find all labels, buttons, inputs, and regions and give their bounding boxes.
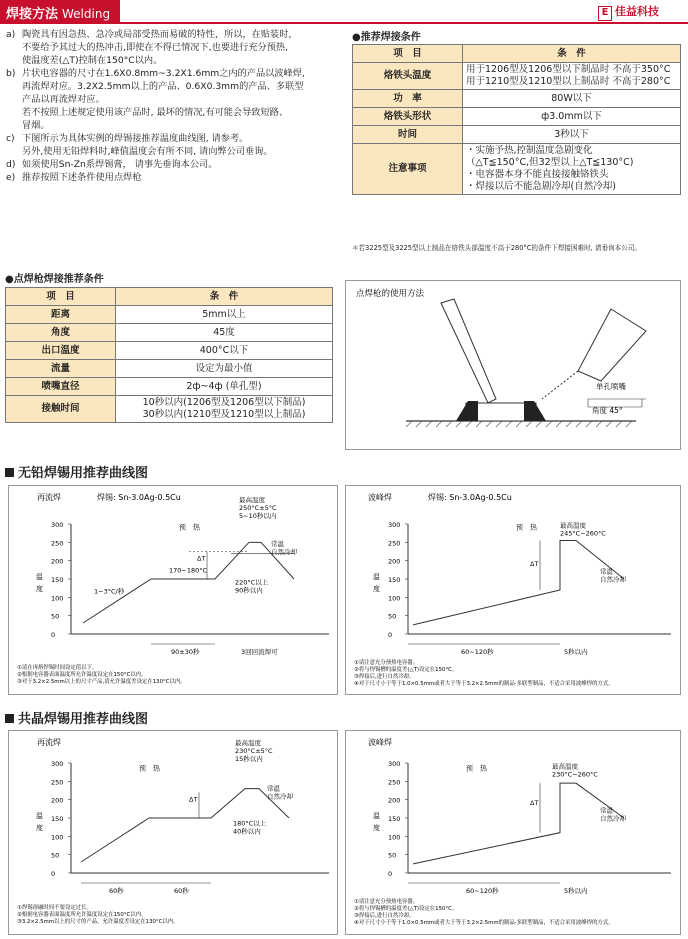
y-tick-label: 150: [51, 815, 64, 823]
over-temp-label: 180°C以上: [233, 819, 267, 828]
chart-panel-1: [8, 485, 338, 695]
header-divider: [0, 22, 688, 24]
peak-label: 15秒以内: [235, 755, 263, 763]
row-value: 设定为最小值: [116, 360, 333, 378]
row-label: 时间: [353, 126, 463, 144]
chart-note: ①请注意充分预热电容器。: [354, 660, 419, 666]
y-tick-label: 250: [51, 778, 64, 787]
peak-label: 230°C~260°C: [552, 770, 598, 779]
spot-cond-title: ●点焊枪焊接推荐条件: [5, 274, 104, 285]
solder-fillet-right: [524, 401, 546, 421]
table-row: [353, 90, 681, 108]
note-line: 推荐按照下述条件使用点焊枪: [22, 172, 142, 183]
y-axis-label: 温: [36, 812, 43, 820]
note-line: 如须使用Sn-Zn系焊锡膏， 请事先垂询本公司。: [22, 159, 218, 170]
delta-t-label: ΔT: [197, 554, 206, 563]
note-line: 若不按照上述规定使用该产品时, 最坏的情况,有可能会导致短路、: [22, 107, 289, 118]
time-label: 60秒: [174, 887, 189, 895]
reflow-limit-label: 3回回流焊可: [241, 648, 278, 656]
cool-label: 自然冷却: [600, 575, 626, 584]
section-title-bar: [0, 0, 120, 22]
chart-note: ②根据电容器表面温度所允许温度设定在150°C以内。: [17, 672, 147, 678]
preheat-label: 预 热: [516, 523, 537, 532]
chart-note: ②将与焊锡槽的温度差(△T)设定在150°C。: [354, 667, 458, 673]
cool-label: 常温: [600, 567, 613, 576]
col-header-cond: 条 件: [463, 45, 681, 63]
peak-label: 245°C~260°C: [560, 529, 606, 538]
y-axis-label: 温: [373, 812, 380, 820]
chart-note: ①请注意充分预热电容器。: [354, 899, 419, 905]
substrate-hatch: [406, 421, 632, 427]
cool-label: 常温: [267, 784, 280, 793]
y-tick-label: 0: [388, 870, 393, 878]
chart-note: ②根据电容器表面温度所允许温度设定在150°C以内。: [17, 912, 147, 918]
y-tick-label: 0: [51, 870, 56, 878]
time-label: 90±30秒: [171, 648, 200, 656]
row-value: ф3.0mm以下: [463, 108, 681, 126]
peak-label: 5~10秒以内: [239, 512, 277, 520]
note-line: 使温度差(△T)控制在150°C以内。: [22, 55, 163, 66]
row-value: 2ф~4ф (单孔型): [116, 378, 333, 396]
row-label: 烙铁头形状: [353, 108, 463, 126]
chart-note: ②将与焊锡槽的温度差(△T)设定在150°C。: [354, 906, 458, 912]
note-line: 冒烟。: [22, 120, 50, 131]
note-line: 下图所示为具体实例的焊锡接推荐温度曲线图, 请参考。: [22, 133, 249, 144]
y-tick-label: 100: [51, 833, 64, 842]
cool-label: 常温: [271, 540, 284, 548]
solder-type: 焊锡: Sn-3.0Ag-0.5Cu: [97, 493, 181, 502]
brand-name: 佳益科技: [615, 5, 659, 18]
col-header-item: 项 目: [353, 45, 463, 63]
solder-type: 焊锡: Sn-3.0Ag-0.5Cu: [428, 493, 512, 502]
time-label: 60~120秒: [466, 887, 499, 895]
row-value: 用于1206型及1206型以下制品时 不高于350°C 用于1210型及1210型以上制品时 不高于280°C: [463, 63, 681, 90]
table-row: [353, 144, 681, 195]
note-item: [6, 67, 346, 132]
chart-note: ④对于尺寸小于等于1.0×0.5mm或者大于等于3.2×2.5mm的制品·多联型制品，不适合采用波峰焊的方式。: [354, 681, 614, 687]
y-axis-label: 度: [36, 585, 43, 593]
lead-free-wave-chart: [346, 486, 682, 696]
y-tick-label: 0: [51, 631, 56, 639]
note-letter: a): [6, 29, 16, 40]
y-tick-label: 50: [388, 612, 397, 621]
note-line: 另外,使用无铅焊料时,峰值温度会有所不同, 请向弊公司垂询。: [22, 146, 273, 157]
chart-panel-2: [345, 485, 681, 695]
eutectic-section-title: 共晶焊锡用推荐曲线图: [5, 708, 148, 727]
table-row: [6, 396, 333, 423]
row-value: 10秒以内(1206型及1206型以下制品) 30秒以内(1210型及1210型以上制品): [116, 396, 333, 423]
y-tick-label: 150: [51, 576, 64, 584]
row-value: 45度: [116, 324, 333, 342]
y-tick-label: 300: [51, 760, 64, 768]
chart-note: ④对于尺寸小于等于1.0×0.5mm或者大于等于3.2×2.5mm的制品·多联型制品，不适合采用波峰焊的方式。: [354, 920, 614, 926]
solder-cond-table: [352, 44, 681, 195]
note-line: 不要给予其过大的热冲击,即使在不得已情况下,也要进行充分预热,: [22, 42, 289, 53]
square-bullet-icon: [5, 468, 14, 477]
spot-gun-diagram: [346, 281, 682, 451]
soldering-iron: [441, 299, 496, 403]
delta-t-label: ΔT: [530, 560, 539, 569]
preheat-label: 预 热: [179, 523, 200, 532]
delta-t-label: ΔT: [530, 799, 539, 808]
peak-label: 250°C±5°C: [239, 504, 277, 512]
chart-note: ①请在再熔焊锡时间设定值以下。: [17, 665, 98, 671]
solder-cond-title: ●推荐焊接条件: [352, 32, 421, 43]
solder-fillet-left: [456, 401, 478, 421]
row-label: 流量: [6, 360, 116, 378]
note-item: [6, 171, 346, 184]
solder-cond-footnote: ＊若3225型及3225型以上制品在烙铁头部温度不高于280°C的条件下焊接困难时, 请垂询本公司。: [352, 244, 642, 252]
note-letter: e): [6, 172, 16, 183]
y-tick-label: 200: [51, 796, 64, 805]
row-value: 3秒以下: [463, 126, 681, 144]
time-label: 5秒以内: [564, 887, 588, 895]
preheat-label: 预 热: [139, 764, 160, 773]
chart-title: 波峰焊: [368, 493, 392, 502]
table-row: [353, 108, 681, 126]
note-letter: d): [6, 159, 16, 170]
row-label: 注意事项: [353, 144, 463, 195]
chart-panel-4: [345, 730, 681, 935]
brand-logo: [598, 3, 659, 21]
y-axis-label: 度: [36, 824, 43, 832]
y-tick-label: 200: [51, 557, 64, 566]
lead-free-section-title: 无铅焊锡用推荐曲线图: [5, 462, 148, 481]
y-tick-label: 250: [388, 778, 401, 787]
preheat-label: 预 热: [466, 764, 487, 773]
table-row: [6, 324, 333, 342]
y-axis-label: 温: [36, 573, 43, 581]
row-label: 接触时间: [6, 396, 116, 423]
y-tick-label: 250: [388, 539, 401, 548]
cool-label: 自然冷却: [600, 814, 626, 823]
spot-gun-nozzle: [578, 309, 646, 381]
note-letter: c): [6, 133, 15, 144]
table-row: [353, 126, 681, 144]
col-header-cond: 条 件: [116, 288, 333, 306]
row-label: 出口温度: [6, 342, 116, 360]
spot-diagram-panel: [345, 280, 681, 450]
y-tick-label: 50: [388, 851, 397, 860]
table-row: [6, 378, 333, 396]
over-temp-label: 220°C以上: [235, 578, 269, 587]
spot-cond-table: [5, 287, 333, 423]
chart-note: ③3.2×2.5mm以上的尺寸的产品，允许温度差设定在130°C以内。: [17, 919, 179, 925]
preheat-range-label: 170~180°C: [169, 566, 208, 575]
y-tick-label: 100: [388, 594, 401, 603]
chart-title: 再流焊: [37, 493, 61, 502]
y-tick-label: 250: [51, 539, 64, 548]
note-item: [6, 28, 346, 67]
time-label: 5秒以内: [564, 648, 588, 656]
row-label: 烙铁头温度: [353, 63, 463, 90]
y-tick-label: 100: [388, 833, 401, 842]
time-label: 60秒: [109, 887, 124, 895]
y-axis-label: 度: [373, 585, 380, 593]
spot-diagram-title: 点焊枪的使用方法: [356, 289, 425, 299]
temp-profile-line: [413, 783, 624, 864]
table-row: [6, 342, 333, 360]
over-temp-label: 40秒以内: [233, 827, 261, 836]
y-tick-label: 200: [388, 796, 401, 805]
y-axis-label: 度: [373, 824, 380, 832]
notes-list: [6, 28, 346, 184]
chart-panel-3: [8, 730, 338, 935]
angle-label: 角度 45°: [592, 406, 623, 415]
y-tick-label: 150: [388, 815, 401, 823]
chart-note: ③对于3.2×2.5mm以上的尺寸产品,请允许温度差设定在130°C以内。: [17, 679, 186, 685]
peak-label: 最高温度: [552, 762, 578, 771]
row-label: 喷嘴直径: [6, 378, 116, 396]
col-header-item: 项 目: [6, 288, 116, 306]
page-header: [0, 0, 688, 22]
y-tick-label: 200: [388, 557, 401, 566]
temp-profile-line: [413, 541, 624, 625]
note-item: [6, 132, 346, 158]
y-tick-label: 300: [51, 521, 64, 529]
ramp-rate-label: 1~3°C/秒: [94, 587, 125, 596]
note-letter: b): [6, 68, 16, 79]
delta-t-label: ΔT: [189, 795, 198, 804]
y-axis-label: 温: [373, 573, 380, 581]
note-line: 陶瓷具有因急热、急冷或局部受热而易破的特性，所以，在贴装时，: [22, 29, 298, 40]
table-row: [353, 63, 681, 90]
y-tick-label: 50: [51, 612, 60, 621]
logo-icon: E: [598, 6, 612, 21]
y-tick-label: 150: [388, 576, 401, 584]
chart-note: ③焊接后,进行自然冷却。: [354, 913, 415, 919]
peak-label: 230°C±5°C: [235, 747, 273, 755]
row-value: 80W以下: [463, 90, 681, 108]
cool-label: 常温: [600, 806, 613, 815]
row-value: ・实施予热,控制温度急剧变化 （△T≦150°C,但32型以上△T≦130°C) ・电容器本身不能直接接触铬铁头 ・焊接以后不能急剧冷却(自然冷却): [463, 144, 681, 195]
chart-title: 再流焊: [37, 738, 61, 747]
table-row: [6, 360, 333, 378]
y-tick-label: 300: [388, 521, 401, 529]
over-temp-label: 90秒以内: [235, 586, 263, 595]
y-tick-label: 100: [51, 594, 64, 603]
cool-label: 自然冷却: [267, 792, 293, 801]
row-label: 距离: [6, 306, 116, 324]
cool-label: 自然冷却: [271, 548, 297, 556]
chart-title: 波峰焊: [368, 738, 392, 747]
section-title-en: Welding: [62, 7, 111, 21]
eutectic-reflow-chart: [9, 731, 339, 936]
note-item: [6, 158, 346, 171]
chart-note: ①焊锡溶融时间不要设定过长。: [17, 905, 92, 911]
y-tick-label: 300: [388, 760, 401, 768]
lead-free-reflow-chart: [9, 486, 339, 696]
row-label: 角度: [6, 324, 116, 342]
peak-label: 最高温度: [560, 521, 586, 530]
y-tick-label: 0: [388, 631, 393, 639]
section-title: 焊接方法: [6, 7, 59, 22]
row-value: 5mm以上: [116, 306, 333, 324]
note-line: 再流焊对应。3.2X2.5mm以上的产品、0.6X0.3mm的产品、多联型: [22, 81, 304, 92]
peak-label: 最高温度: [235, 739, 261, 747]
square-bullet-icon: [5, 714, 14, 723]
note-line: 片状电容器的尺寸在1.6X0.8mm~3.2X1.6mm之内的产品以波峰焊,: [22, 68, 305, 79]
chart-note: ③焊接后,进行自然冷却。: [354, 674, 415, 680]
row-label: 功 率: [353, 90, 463, 108]
time-label: 60~120秒: [461, 648, 494, 656]
eutectic-wave-chart: [346, 731, 682, 936]
row-value: 400°C以下: [116, 342, 333, 360]
y-tick-label: 50: [51, 851, 60, 860]
note-line: 产品以再流焊对应。: [22, 94, 105, 105]
table-row: [6, 306, 333, 324]
nozzle-label: 单孔喷嘴: [596, 382, 626, 391]
peak-label: 最高温度: [239, 496, 265, 504]
